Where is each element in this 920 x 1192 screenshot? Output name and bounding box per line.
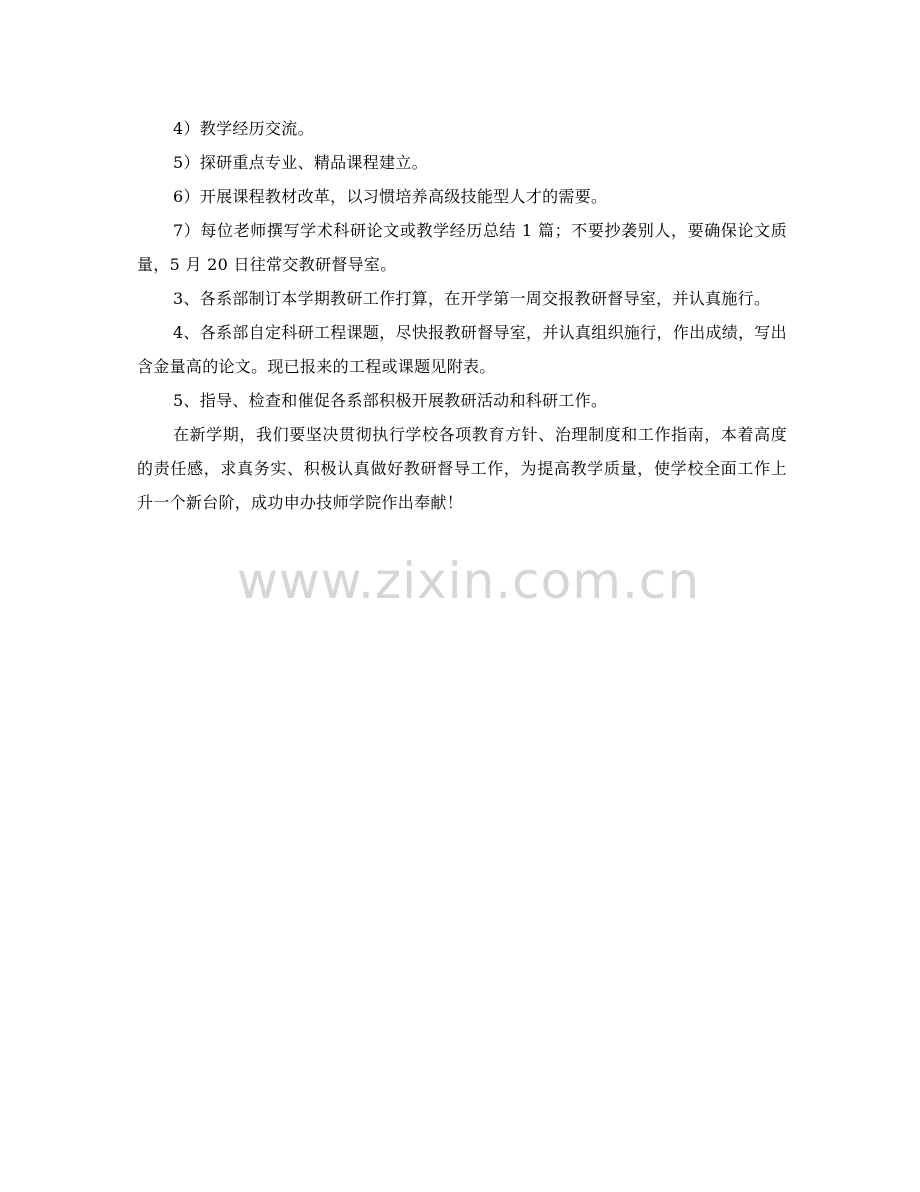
- paragraph-item-5: 5）探研重点专业、精品课程建立。: [173, 153, 428, 172]
- paragraph-section-3: 3、各系部制订本学期教研工作打算，在开学第一周交报教研督导室，并认真施行。: [173, 289, 771, 308]
- watermark-text: www.zixin.com.cn: [237, 552, 701, 610]
- document-body: [137, 112, 787, 520]
- paragraph-section-4: 4、各系部自定科研工程课题，尽快报教研督导室，并认真组织施行，作出成绩，写出含金量高的论文。现已报来的工程或课题见附表。: [137, 323, 787, 376]
- paragraph-item-7: 7）每位老师撰写学术科研论文或教学经历总结 1 篇；不要抄袭别人，要确保论文质量，5 月 20 日往常交教研督导室。: [137, 221, 787, 274]
- paragraph-section-5: 5、指导、检查和催促各系部积极开展教研活动和科研工作。: [173, 391, 608, 410]
- paragraph-conclusion: 在新学期，我们要坚决贯彻执行学校各项教育方针、治理制度和工作指南，本着高度的责任感，求真务实、积极认真做好教研督导工作，为提高教学质量，使学校全面工作上升一个新台阶，成功申办技师学院作出奉献！: [137, 425, 787, 512]
- paragraph-item-6: 6）开展课程教材改革，以习惯培养高级技能型人才的需要。: [173, 187, 608, 206]
- paragraph-item-4: 4）教学经历交流。: [173, 119, 314, 138]
